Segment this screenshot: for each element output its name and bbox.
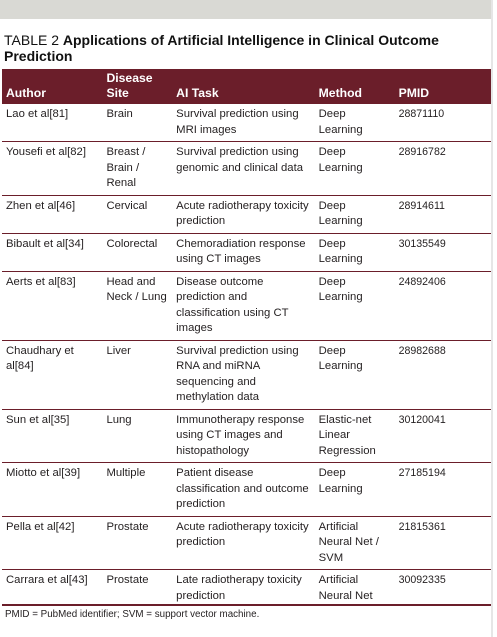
cell-task: Patient disease classification and outcome prediction — [172, 463, 314, 517]
cell-method: Deep Learning — [315, 340, 395, 409]
cell-author: Pella et al[42] — [2, 516, 102, 570]
cell-method: Deep Learning — [318, 108, 363, 136]
header-method: Method — [318, 86, 362, 100]
cell-task: Immunotherapy response using CT images and histopathology — [172, 409, 314, 463]
top-banner-bar — [0, 0, 491, 19]
cell-site: Colorectal — [102, 233, 172, 271]
cell-method: Deep Learning — [315, 195, 395, 233]
header-row — [2, 69, 491, 104]
cell-site: Cervical — [102, 195, 172, 233]
cell-task: Disease outcome prediction and classification using CT images — [172, 271, 314, 340]
header-ai-task: AI Task — [176, 86, 219, 100]
cell-site: Head and Neck / Lung — [102, 271, 172, 340]
table-row — [2, 340, 491, 409]
cell-pmid: 30135549 — [395, 233, 491, 271]
cell-author: Aerts et al[83] — [2, 271, 102, 340]
cell-author: Sun et al[35] — [2, 409, 102, 463]
header-pmid: PMID — [398, 86, 430, 100]
cell-author: Chaudhary et al[84] — [2, 340, 102, 409]
cell-method: Elastic-net Linear Regression — [315, 409, 395, 463]
cell-pmid: 21815361 — [395, 516, 491, 570]
cell-author: Zhen et al[46] — [2, 195, 102, 233]
cell-pmid: 30120041 — [395, 409, 491, 463]
cell-site: Multiple — [102, 463, 172, 517]
cell-task: Chemoradiation response using CT images — [172, 233, 314, 271]
cell-author: Yousefi et al[82] — [2, 142, 102, 196]
table-bottom-rule — [2, 604, 491, 606]
header-author: Author — [6, 86, 46, 100]
cell-author: Lao et al[81] — [6, 108, 69, 120]
table-row — [2, 233, 491, 271]
table-row — [2, 271, 491, 340]
cell-site: Liver — [102, 340, 172, 409]
cell-task: Survival prediction using genomic and clinical data — [172, 142, 314, 196]
cell-method: Deep Learning — [315, 271, 395, 340]
table-row — [2, 104, 491, 142]
cell-method: Artificial Neural Net / SVM — [315, 516, 395, 570]
cell-site: Brain — [106, 108, 133, 120]
table-caption: Applications of Artificial Intelligence in Clinical Outcome Prediction — [4, 32, 439, 64]
table-number: TABLE 2 — [4, 32, 59, 48]
cell-site: Lung — [102, 409, 172, 463]
cell-site: Breast / Brain / Renal — [102, 142, 172, 196]
table-row — [2, 570, 491, 608]
cell-task: Acute radiotherapy toxicity prediction — [172, 516, 314, 570]
table-footnote: PMID = PubMed identifier; SVM = support vector machine. — [5, 609, 260, 620]
outcome-prediction-table — [2, 69, 491, 607]
cell-task: Late radiotherapy toxicity prediction — [172, 570, 314, 608]
table-row — [2, 516, 491, 570]
cell-method: Deep Learning — [315, 142, 395, 196]
table-row — [2, 463, 491, 517]
table-title — [4, 32, 484, 64]
cell-pmid: 30092335 — [395, 570, 491, 608]
cell-pmid: 28914611 — [395, 195, 491, 233]
cell-pmid: 28916782 — [395, 142, 491, 196]
cell-method: Artificial Neural Net — [315, 570, 395, 608]
cell-task: Survival prediction using MRI images — [176, 108, 299, 136]
cell-author: Carrara et al[43] — [2, 570, 102, 608]
cell-site: Prostate — [102, 570, 172, 608]
cell-pmid: 28871110 — [398, 108, 445, 120]
table-row — [2, 409, 491, 463]
cell-pmid: 28982688 — [395, 340, 491, 409]
page-edge — [491, 0, 493, 637]
cell-author: Bibault et al[34] — [2, 233, 102, 271]
cell-author: Miotto et al[39] — [2, 463, 102, 517]
table-row — [2, 142, 491, 196]
cell-site: Prostate — [102, 516, 172, 570]
table-row — [2, 195, 491, 233]
cell-method: Deep Learning — [315, 463, 395, 517]
cell-pmid: 24892406 — [395, 271, 491, 340]
cell-task: Acute radiotherapy toxicity prediction — [172, 195, 314, 233]
cell-method: Deep Learning — [315, 233, 395, 271]
cell-pmid: 27185194 — [395, 463, 491, 517]
cell-task: Survival prediction using RNA and miRNA sequencing and methylation data — [172, 340, 314, 409]
header-disease-site: Disease Site — [106, 71, 153, 100]
